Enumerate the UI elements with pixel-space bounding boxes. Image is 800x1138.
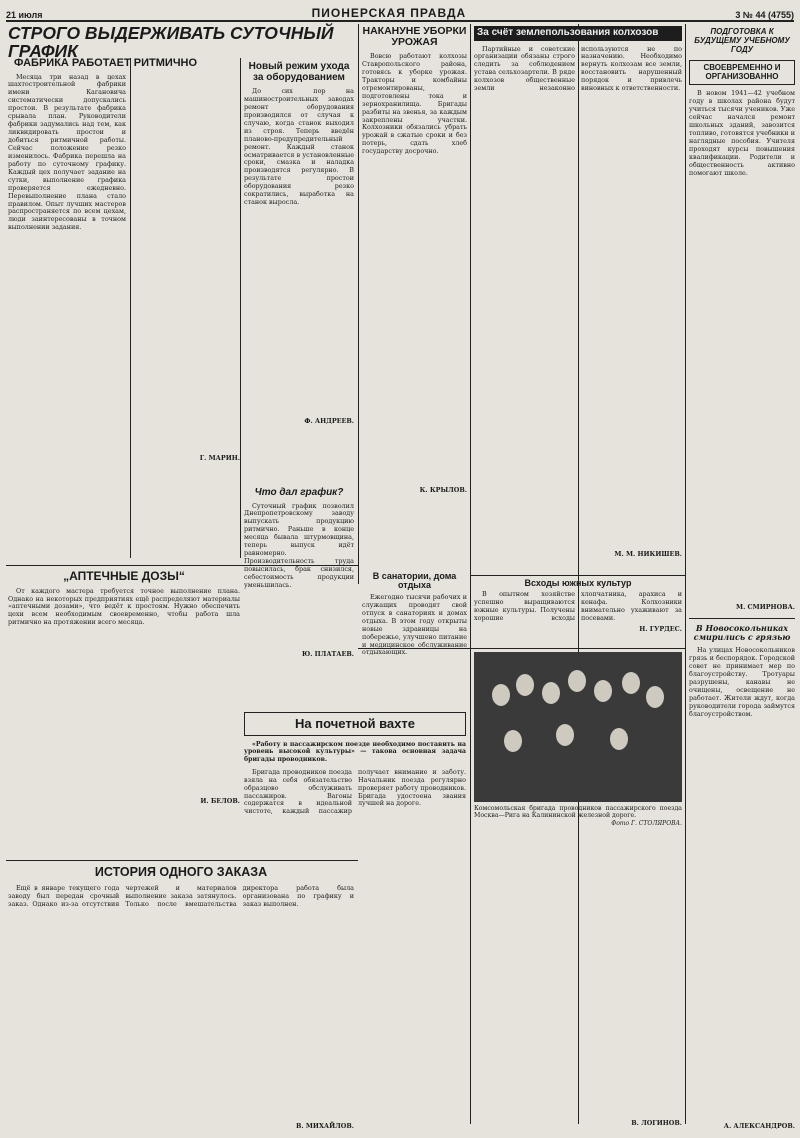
photo-caption [474,805,682,840]
article-factory-title: ФАБРИКА РАБОТАЕТ РИТМИЧНО [14,57,198,69]
article-graph-title: Что дал график? [254,487,344,498]
article-novosokolniki-body: На улицах Новосокольников грязь и беспорядок. Городской совет не принимает мер по благоустройству. Тротуары разрушены, канавы не очищены, освещение не работает. Жители ждут, когда руководители города займутся благоустройством. [689,646,795,718]
article-factory-body: Месяца три назад в цехах шахтостроительной фабрики имени Кагановича систематически допускались простои. В результате фабрика срывала план. Руководители фабрики задумались над тем, как ликвидировать простои и добиться ритмичной работы. Сейчас положение резко изменилось. Фабрика перешла на работу по суточному графику. Каждый цех получает задание на сутки, выполнение графика проверяется ежедневно. Перевыполнение плана стало правилом. Опыт лучших мастеров распространяется по всем цехам, люди заинтересованы в точном выполнении задания. [8,72,126,232]
article-graph [244,488,354,708]
article-school-title: ПОДГОТОВКА К БУДУЩЕМУ УЧЕБНОМУ ГОДУ [694,27,790,54]
article-harvest [362,26,467,566]
article-collective-title: За счёт землепользования колхозов [474,26,682,41]
article-crops-title: Всходы южных культур [524,578,632,588]
main-banner-headline: СТРОГО ВЫДЕРЖИВАТЬ СУТОЧНЫЙ ГРАФИК [8,23,334,62]
article-collective [474,26,682,566]
article-collective-signature: М. М. НИКИШЕВ. [614,550,682,558]
masthead-issue: 3 № 44 (4755) [735,10,794,20]
article-harvest-signature: К. КРЫЛОВ. [419,486,467,495]
article-pharmacy [8,570,240,855]
photo-train-brigade [474,652,682,802]
article-order-title: ИСТОРИЯ ОДНОГО ЗАКАЗА [94,865,268,879]
masthead-paper-name: ПИОНЕРСКАЯ ПРАВДА [311,6,467,20]
article-honor-watch [244,712,466,1134]
article-order-signature: В. МИХАЙЛОВ. [295,1122,354,1130]
article-crops [474,579,682,647]
article-equipment [244,62,354,482]
article-equipment-title: Новый режим ухода за оборудованием [248,61,350,83]
article-crops-signature: Н. ГУРДЕС. [639,625,682,634]
article-equipment-body: До сих пор на машиностроительных заводах ремонт оборудования производился от случая к случаю, когда станок выходил из строя. Теперь введён планово-предупредительный ремонт. Каждый станок осматривается в установленные сроки, смазка и наладка производятся регулярно. В результате простои оборудования резко сократились, выработка на станок выросла. [244,87,354,207]
article-factory [8,58,240,563]
article-harvest-title: НАКАНУНЕ УБОРКИ УРОЖАЯ [362,25,467,49]
article-order-body: Ещё в январе текущего года заводу был передан срочный заказ. Однако из-за отсутствия чертежей и материалов выполнение заказа затянулось. Только после вмешательства директора работа была организована по графику и заказ выполнен. [8,884,354,908]
article-sanatorium [362,571,467,657]
article-factory-signature: Г. МАРИН. [199,453,240,462]
article-school-body: В новом 1941—42 учебном году в школах района будут учиться тысячи учеников. Уже сейчас начался ремонт школьных зданий, завозится топливо, готовятся учебники и наглядные пособия. Учителя проходят курсы повышения квалификации. Родители и общественность активно помогают школе. [689,89,795,177]
article-graph-signature: Ю. ПЛАТАЕВ. [301,649,354,658]
article-honor-watch-signature: В. ЛОГИНОВ. [631,1119,682,1127]
article-honor-watch-body: Бригада проводников поезда взяла на себя обязательство образцово обслуживать пассажиров. Вагоны содержатся в идеальной чистоте, каждый пассажир получает внимание и заботу. Начальник поезда регулярно проверяет работу проводников. Бригада удостоена звания лучшей на дороге. [244,767,466,816]
article-equipment-signature: Ф. АНДРЕЕВ. [304,417,354,426]
article-novosokolniki [689,624,795,1134]
photo-credit: Фото Г. СТОЛЯРОВА. [611,819,682,827]
article-pharmacy-signature: И. БЕЛОВ. [200,797,240,806]
article-novosokolniki-signature: А. АЛЕКСАНДРОВ. [723,1122,795,1130]
article-collective-body: Партийные и советские организации обязаны строго следить за соблюдением устава сельхозартели. В ряде колхозов общественные земли незаконно используются не по назначению. Необходимо вернуть колхозам все земли, восстановить нарушенный порядок и привлечь виновных к ответственности. [474,44,682,93]
article-graph-body: Суточный график позволил Днепропетровскому заводу выпускать продукцию ритмично. Раньше в конце месяца бывала штурмовщина, теперь выпуск идёт равномерно. Производительность труда повысилась, брак снизился, себестоимость продукции уменьшилась. [244,501,354,589]
article-school [689,28,795,613]
article-sanatorium-title: В санатории, дома отдыха [372,571,457,591]
article-novosokolniki-title: В Новосокольниках смирились с грязью [693,623,791,643]
article-school-signature: М. СМИРНОВА. [736,603,795,611]
article-sanatorium-body: Ежегодно тысячи рабочих и служащих проводят свой отпуск в санаториях и домах отдыха. В этом году открыты новые здравницы на побережье, улучшено питание и медицинское обслуживание отдыхающих. [362,592,467,657]
article-school-subtitle: СВОЕВРЕМЕННО И ОРГАНИЗОВАННО [689,60,795,85]
masthead-date: 21 июля [6,10,43,20]
article-honor-watch-title: На почетной вахте [244,712,466,736]
masthead [6,4,794,22]
photo-caption-text: Комсомольская бригада проводников пассажирского поезда Москва—Рига на Калининской железной дороге. [474,805,682,820]
article-pharmacy-body: От каждого мастера требуется точное выполнение плана. Однако на некоторых предприятиях ещё распределяют материалы «аптечными дозами», что ведёт к простоям. Нужно обеспечить цехи всем необходимым своевременно, чтобы работа шла ритмично на протяжении всего месяца. [8,586,240,627]
article-pharmacy-title: „АПТЕЧНЫЕ ДОЗЫ“ [63,569,185,583]
article-crops-body: В опытном хозяйстве успешно выращиваются южные культуры. Получены хорошие всходы хлопчатника, арахиса и кенафа. Колхозники внимательно ухаживают за посевами. [474,590,682,623]
article-harvest-body: Вовсю работают колхозы Ставропольского района, готовясь к уборке урожая. Тракторы и комбайны отремонтированы, подготовлены тока и зернохранилища. Бригады разбиты на звенья, за каждым закреплены участки. Колхозники обязались убрать урожай в сжатые сроки и без потерь, сдать хлеб государству досрочно. [362,52,467,156]
article-honor-watch-intro: «Работу в пассажирском поезде необходимо поставить на уровень высокой культуры» — такова основная задача бригады проводников. [244,740,466,764]
article-honor-watch-continued [474,845,682,1133]
